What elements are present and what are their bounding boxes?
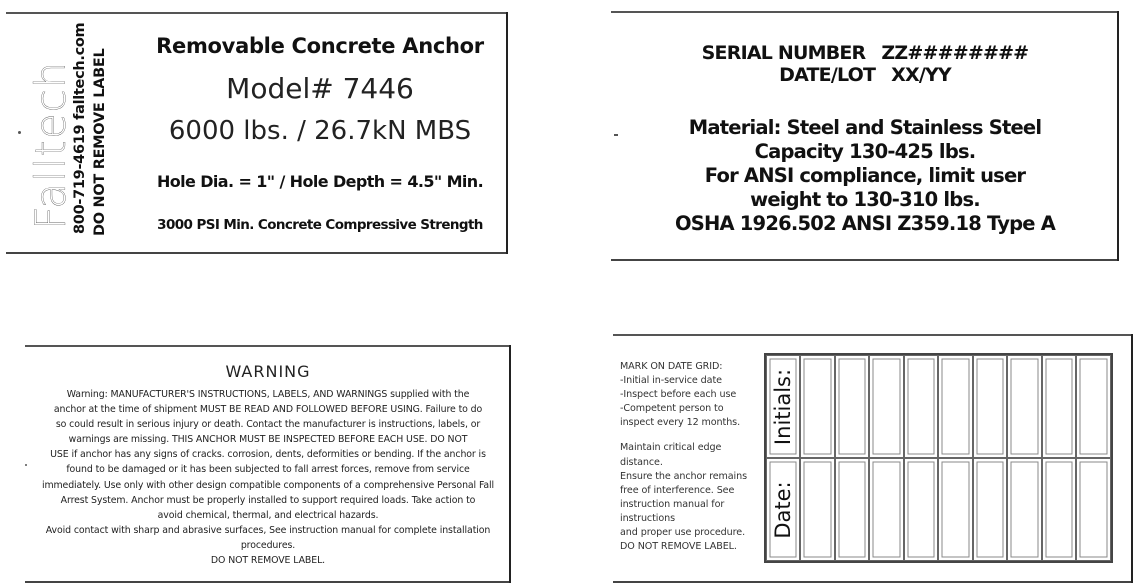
initials-cell[interactable] bbox=[1042, 355, 1077, 458]
note-line: -Inspect before each use bbox=[620, 389, 737, 401]
concrete-strength: 3000 PSI Min. Concrete Compressive Strength bbox=[157, 217, 483, 233]
date-cell[interactable] bbox=[973, 458, 1008, 561]
date-cell[interactable] bbox=[869, 458, 904, 561]
warning-body bbox=[29, 387, 507, 568]
date-cell[interactable] bbox=[904, 458, 939, 561]
date-lot-label: DATE/LOT bbox=[779, 64, 876, 86]
date-cell[interactable] bbox=[938, 458, 973, 561]
warning-line: USE if anchor has any signs of cracks. corrosion, dents, deformities or bending. If the anchor is bbox=[50, 449, 486, 461]
initials-cell[interactable] bbox=[1076, 355, 1111, 458]
initials-row-header: Initials: bbox=[766, 355, 800, 458]
date-cell[interactable] bbox=[1007, 458, 1042, 561]
note-line: inspect every 12 months. bbox=[620, 417, 741, 429]
ansi-compliance-line: For ANSI compliance, limit user bbox=[704, 164, 1026, 187]
date-lot-line bbox=[611, 64, 1119, 86]
initials-cell[interactable] bbox=[869, 355, 904, 458]
note-line: MARK ON DATE GRID: bbox=[620, 361, 723, 372]
brand-logo-text: Falltech bbox=[26, 60, 75, 230]
warning-line: procedures. bbox=[240, 539, 296, 551]
serial-number-label: SERIAL NUMBER bbox=[701, 42, 866, 64]
date-cell[interactable] bbox=[1042, 458, 1077, 561]
note-line: DO NOT REMOVE LABEL. bbox=[620, 541, 737, 553]
warning-title: WARNING bbox=[225, 362, 311, 381]
model-number: Model# 7446 bbox=[226, 72, 414, 105]
warning-line: immediately. Use only with other design compatible components of a comprehensive Personal Fall bbox=[41, 479, 495, 491]
label-border-right bbox=[1131, 334, 1133, 583]
label-border-bottom bbox=[611, 259, 1119, 261]
phone-website-text: 800-719-4619 falltech.com bbox=[72, 22, 88, 234]
warning-line: Avoid contact with sharp and abrasive surfaces, See instruction manual for complete installation bbox=[45, 524, 491, 536]
warning-line: Warning: MANUFACTURER'S INSTRUCTIONS, LABELS, AND WARNINGS supplied with the bbox=[66, 389, 470, 400]
note-line: and proper use procedure. bbox=[620, 527, 746, 539]
standards-line: OSHA 1926.502 ANSI Z359.18 Type A bbox=[674, 212, 1056, 235]
label-border-top bbox=[25, 345, 511, 347]
warning-line: avoid chemical, thermal, and electrical hazards. bbox=[157, 509, 379, 521]
inspection-label bbox=[613, 334, 1133, 583]
initials-cell[interactable] bbox=[1007, 355, 1042, 458]
initials-cell[interactable] bbox=[904, 355, 939, 458]
note-line: instructions bbox=[620, 512, 675, 524]
note-line: -Competent person to bbox=[620, 403, 724, 415]
initials-cell[interactable] bbox=[800, 355, 835, 458]
warning-label bbox=[25, 345, 511, 583]
product-info bbox=[136, 12, 504, 254]
product-label bbox=[6, 12, 508, 254]
do-not-remove-text: DO NOT REMOVE LABEL bbox=[92, 48, 108, 236]
serial-spec-content bbox=[611, 42, 1119, 236]
serial-spec-label bbox=[611, 11, 1119, 261]
warning-line: anchor at the time of shipment MUST BE READ AND FOLLOWED BEFORE USING. Failure to do bbox=[53, 404, 483, 416]
date-cell[interactable] bbox=[800, 458, 835, 561]
date-row-header: Date: bbox=[766, 458, 800, 561]
label-border-right bbox=[506, 12, 508, 254]
note-line: Ensure the anchor remains bbox=[620, 470, 747, 482]
note-line: instruction manual for bbox=[620, 498, 725, 510]
initials-cell[interactable] bbox=[938, 355, 973, 458]
note-line: Maintain critical edge bbox=[620, 442, 722, 454]
capacity-line: Capacity 130-425 lbs. bbox=[754, 140, 976, 163]
warning-line: Arrest System. Anchor must be properly installed to support required loads. Take action to bbox=[60, 494, 476, 506]
product-title: Removable Concrete Anchor bbox=[156, 34, 484, 58]
inspection-date-grid bbox=[764, 353, 1113, 563]
breaking-strength: 6000 lbs. / 26.7kN MBS bbox=[168, 116, 472, 146]
initials-cell[interactable] bbox=[973, 355, 1008, 458]
date-lot-value: XX/YY bbox=[891, 64, 951, 86]
initials-cell[interactable] bbox=[835, 355, 870, 458]
warning-line: warnings are missing. THIS ANCHOR MUST BE INSPECTED BEFORE EACH USE. DO NOT bbox=[68, 434, 468, 446]
serial-number-value: ZZ######## bbox=[881, 42, 1029, 64]
label-border-bottom bbox=[613, 581, 1133, 583]
speck-mark bbox=[25, 464, 27, 466]
warning-line: so could result in serious injury or death. Contact the manufacturer is instructions, labels, or bbox=[55, 419, 481, 431]
speck-mark bbox=[614, 134, 618, 136]
label-border-top bbox=[611, 11, 1119, 13]
label-border-top bbox=[613, 334, 1133, 336]
date-cell[interactable] bbox=[1076, 458, 1111, 561]
date-cell[interactable] bbox=[835, 458, 870, 561]
label-border-bottom bbox=[25, 581, 511, 583]
warning-line: found to be damaged or it has been subjected to fall arrest forces, remove from service bbox=[66, 464, 470, 476]
material-line: Material: Steel and Stainless Steel bbox=[688, 116, 1042, 139]
speck-mark bbox=[18, 131, 21, 134]
user-weight-line: weight to 130-310 lbs. bbox=[750, 188, 980, 211]
hole-spec: Hole Dia. = 1" / Hole Depth = 4.5" Min. bbox=[156, 172, 484, 191]
note-line: free of interference. See bbox=[620, 484, 735, 496]
serial-number-line bbox=[611, 42, 1119, 64]
note-line: -Initial in-service date bbox=[620, 375, 722, 387]
note-line: distance. bbox=[620, 456, 663, 468]
warning-line: DO NOT REMOVE LABEL. bbox=[210, 555, 326, 567]
inspection-notes bbox=[620, 360, 770, 554]
